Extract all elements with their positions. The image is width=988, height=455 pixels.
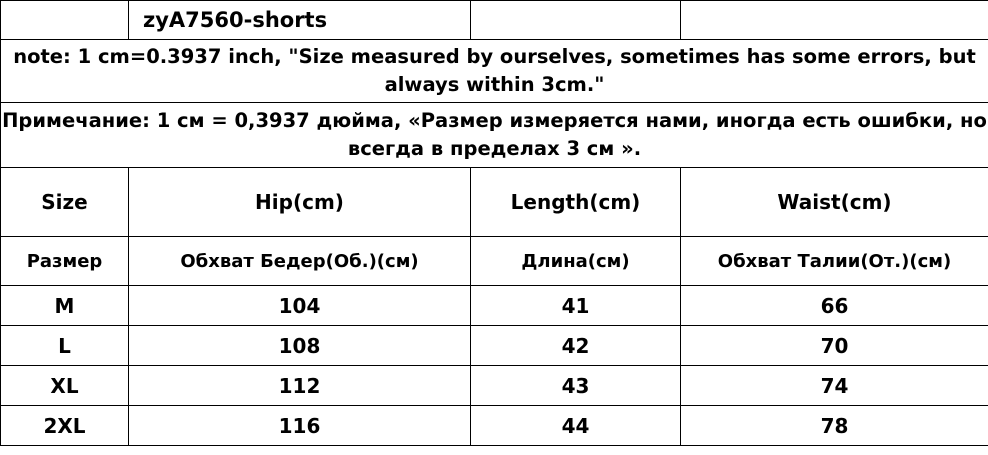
cell-hip: 112 (129, 366, 471, 406)
header-hip-en: Hip(cm) (129, 168, 471, 237)
cell-hip: 116 (129, 406, 471, 446)
table-row-note-ru (1, 103, 988, 168)
cell-length: 43 (471, 366, 681, 406)
cell-waist: 78 (681, 406, 988, 446)
cell-waist: 74 (681, 366, 988, 406)
table-row (1, 286, 988, 326)
table-row-note-en (1, 40, 988, 103)
note-russian: Примечание: 1 см = 0,3937 дюйма, «Размер измеряется нами, иногда есть ошибки, но всегда в пределах 3 см ». (1, 103, 988, 168)
title-blank-cell-2 (681, 1, 988, 40)
cell-size: L (1, 326, 129, 366)
cell-size: XL (1, 366, 129, 406)
header-hip-ru: Обхват Бедер(Об.)(см) (129, 237, 471, 286)
cell-hip: 104 (129, 286, 471, 326)
header-length-en: Length(cm) (471, 168, 681, 237)
table-header-row-en (1, 168, 988, 237)
product-title: zyA7560-shorts (129, 1, 471, 40)
cell-length: 44 (471, 406, 681, 446)
header-size-ru: Размер (1, 237, 129, 286)
header-waist-ru: Обхват Талии(От.)(см) (681, 237, 988, 286)
title-spacer-cell (1, 1, 129, 40)
header-length-ru: Длина(см) (471, 237, 681, 286)
cell-hip: 108 (129, 326, 471, 366)
title-blank-cell-1 (471, 1, 681, 40)
table-row-title (1, 1, 988, 40)
table-header-row-ru (1, 237, 988, 286)
table-row (1, 326, 988, 366)
header-size-en: Size (1, 168, 129, 237)
cell-length: 41 (471, 286, 681, 326)
cell-size: 2XL (1, 406, 129, 446)
cell-waist: 70 (681, 326, 988, 366)
header-waist-en: Waist(cm) (681, 168, 988, 237)
cell-length: 42 (471, 326, 681, 366)
table-row (1, 366, 988, 406)
cell-size: M (1, 286, 129, 326)
note-english: note: 1 cm=0.3937 inch, "Size measured by ourselves, sometimes has some errors, but always within 3cm." (1, 40, 988, 103)
cell-waist: 66 (681, 286, 988, 326)
table-row (1, 406, 988, 446)
